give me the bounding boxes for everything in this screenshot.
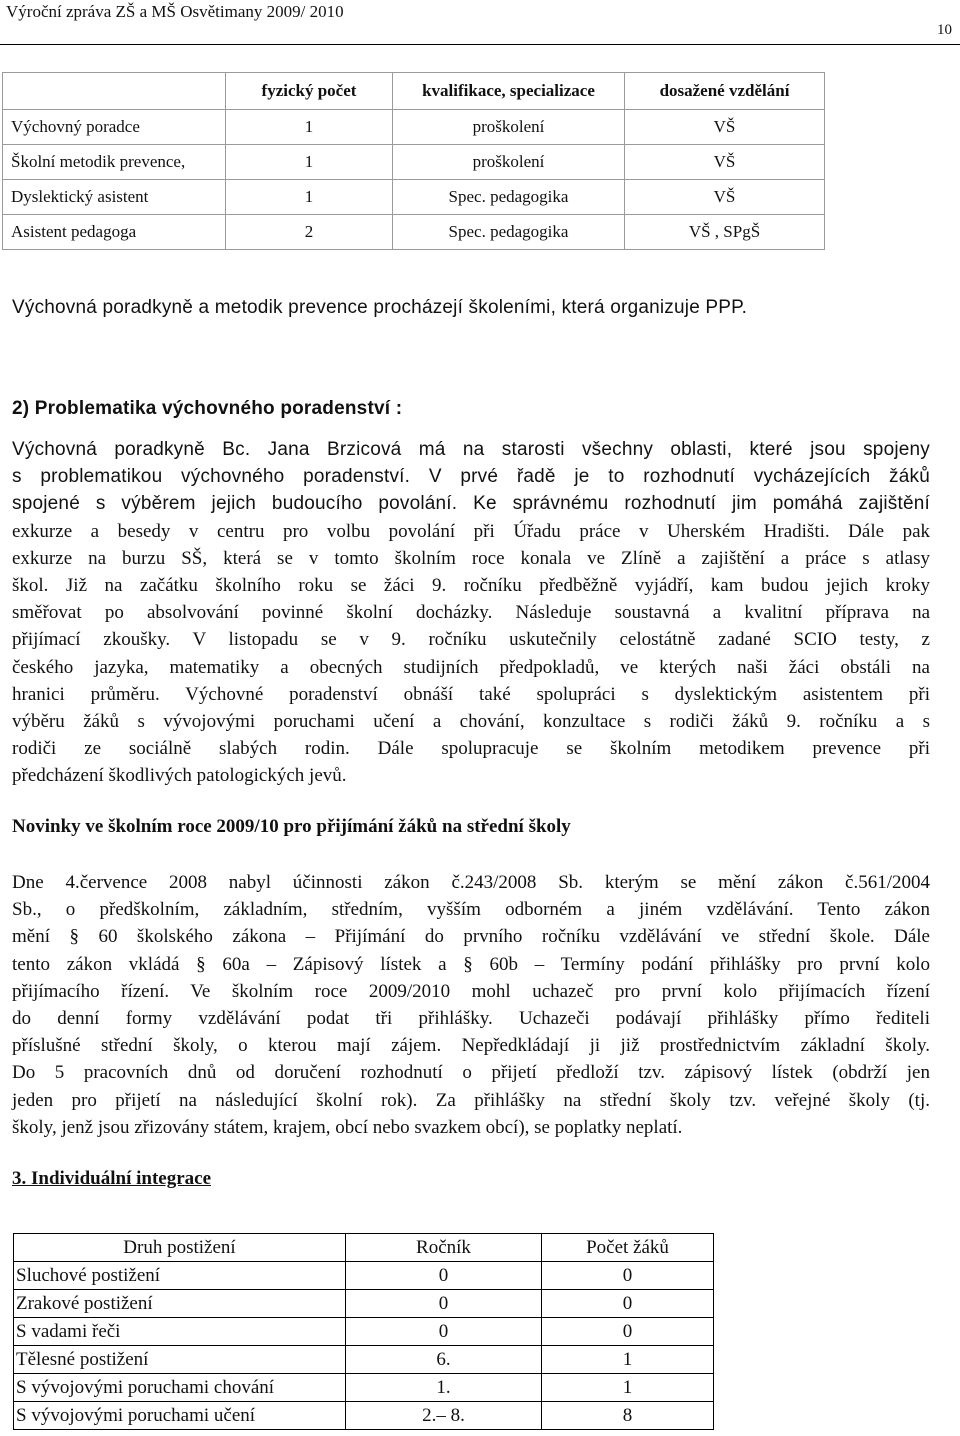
table-row <box>3 215 825 250</box>
table-row <box>14 1318 714 1346</box>
paragraph-line: směřovat po absolvování povinné školní docházky. Následuje soustavná a kvalitní příprava na <box>12 602 930 624</box>
section-2-body <box>12 436 930 790</box>
paragraph-line: jeden pro přijetí na následující školní rok). Za přihlášky na střední školy tzv. veřejné školy (tj. <box>12 1089 930 1111</box>
document-title: Výroční zpráva ZŠ a MŠ Osvětimany 2009/ 2010 <box>6 2 344 21</box>
table-cell: 2 <box>226 215 393 250</box>
paragraph-line: předcházení škodlivých patologických jevů. <box>12 765 347 787</box>
paragraph-line: výběru žáků s vývojovými poruchami učení a chování, konzultace s rodiči žáků 9. ročníku a s <box>12 711 930 733</box>
table-cell: Asistent pedagoga <box>3 215 226 250</box>
section-2-heading: 2) Problematika výchovného poradenství : <box>12 398 403 419</box>
table-cell: S vývojovými poruchami chování <box>14 1374 346 1402</box>
header-divider <box>0 44 960 45</box>
table-cell: 1 <box>542 1374 714 1402</box>
table-cell: 1. <box>346 1374 542 1402</box>
paragraph-line: českého jazyka, matematiky a obecných studijních předpokladů, ve kterých naši žáci obstáli na <box>12 656 930 678</box>
table-cell: Školní metodik prevence, <box>3 145 226 180</box>
training-paragraph: Výchovná poradkyně a metodik prevence procházejí školeními, která organizuje PPP. <box>12 297 748 318</box>
table-cell: 0 <box>542 1318 714 1346</box>
paragraph-line: rodiči ze sociálně slabých rodin. Dále spolupracuje se školním metodikem prevence při <box>12 738 930 760</box>
paragraph-line: mění § 60 školského zákona – Přijímání do prvního ročníku vzdělávání ve střední škole. Dále <box>12 926 930 948</box>
table-cell: Sluchové postižení <box>14 1262 346 1290</box>
paragraph-line: přijímacího řízení. Ve školním roce 2009/2010 mohl uchazeč pro první kolo přijímacích řízení <box>12 980 930 1002</box>
table-header-cell: kvalifikace, specializace <box>393 73 625 110</box>
paragraph-line: Sb., o předškolním, základním, středním, vyšším odborném a jiném vzdělávání. Tento zákon <box>12 899 930 921</box>
table-cell: VŠ <box>625 180 825 215</box>
table-header-cell <box>3 73 226 110</box>
section-3-heading: 3. Individuální integrace <box>12 1168 211 1189</box>
table-cell: VŠ <box>625 110 825 145</box>
table-cell: Spec. pedagogika <box>393 215 625 250</box>
table-cell: S vývojovými poruchami učení <box>14 1402 346 1430</box>
staff-table <box>2 72 825 250</box>
paragraph-line: příslušné střední školy, o kterou mají zájem. Nepředkládají ji již prostřednictvím základní školy. <box>12 1035 930 1057</box>
table-cell: proškolení <box>393 145 625 180</box>
table-row <box>14 1262 714 1290</box>
table-row <box>14 1290 714 1318</box>
table-cell: Tělesné postižení <box>14 1346 346 1374</box>
novinky-body <box>12 869 930 1141</box>
paragraph-line: hranici průměru. Výchovné poradenství obnáší také spolupráci s dyslektickým asistentem při <box>12 683 930 705</box>
table-cell: VŠ <box>625 145 825 180</box>
paragraph-line: exkurze a besedy v centru pro volbu povolání při Úřadu práce v Uherském Hradišti. Dále pak <box>12 520 930 542</box>
table-header-row <box>3 73 825 110</box>
table-cell: 0 <box>346 1262 542 1290</box>
table-cell: 1 <box>226 180 393 215</box>
table-cell: proškolení <box>393 110 625 145</box>
table-cell: 8 <box>542 1402 714 1430</box>
table-cell: 1 <box>542 1346 714 1374</box>
paragraph-line: Dne 4.července 2008 nabyl účinnosti zákon č.243/2008 Sb. kterým se mění zákon č.561/2004 <box>12 872 930 893</box>
table-cell: 0 <box>346 1318 542 1346</box>
table-cell: 6. <box>346 1346 542 1374</box>
table-cell: 0 <box>542 1290 714 1318</box>
table-cell: Zrakové postižení <box>14 1290 346 1318</box>
paragraph-line: Do 5 pracovních dnů od doručení rozhodnutí o přijetí předloží tzv. zápisový lístek (obdrží jen <box>12 1062 930 1084</box>
paragraph-line: s problematikou výchovného poradenství. V prvé řadě je to rozhodnutí vycházejících žáků <box>12 466 930 488</box>
paragraph-line: škol. Již na začátku školního roku se žáci 9. ročníku předběžně vyjádří, kam budou jejich kroky <box>12 575 930 597</box>
paragraph-line: tento zákon vkládá § 60a – Zápisový lístek a § 60b – Termíny podání přihlášky pro první kolo <box>12 953 930 975</box>
table-header-row <box>14 1234 714 1262</box>
table-cell: VŠ , SPgŠ <box>625 215 825 250</box>
table-row <box>3 180 825 215</box>
paragraph-line: Výchovná poradkyně Bc. Jana Brzicová má na starosti všechny oblasti, které jsou spojeny <box>12 439 930 460</box>
paragraph-line: přijímací zkoušky. V listopadu se v 9. ročníku uskutečnily celostátně zadané SCIO testy, z <box>12 629 930 651</box>
table-row <box>14 1402 714 1430</box>
table-cell: 0 <box>346 1290 542 1318</box>
table-header-cell: dosažené vzdělání <box>625 73 825 110</box>
table-cell: 1 <box>226 110 393 145</box>
table-cell: 1 <box>226 145 393 180</box>
page-header <box>0 0 960 46</box>
paragraph-line: do denní formy vzdělávání podat tři přihlášky. Uchazeči podávají přihlášky přímo řediteli <box>12 1008 930 1030</box>
table-header-cell: Počet žáků <box>542 1234 714 1262</box>
paragraph-line: školy, jenž jsou zřizovány státem, krajem, obcí nebo svazkem obcí), se poplatky neplatí. <box>12 1116 683 1138</box>
table-cell: S vadami řeči <box>14 1318 346 1346</box>
table-cell: Dyslektický asistent <box>3 180 226 215</box>
table-cell: 2.– 8. <box>346 1402 542 1430</box>
table-header-cell: fyzický počet <box>226 73 393 110</box>
table-row <box>3 145 825 180</box>
table-cell: Spec. pedagogika <box>393 180 625 215</box>
table-header-cell: Ročník <box>346 1234 542 1262</box>
integration-table <box>13 1233 714 1430</box>
table-cell: Výchovný poradce <box>3 110 226 145</box>
table-row <box>14 1374 714 1402</box>
table-cell: 0 <box>542 1262 714 1290</box>
table-header-cell: Druh postižení <box>14 1234 346 1262</box>
table-row <box>3 110 825 145</box>
novinky-heading: Novinky ve školním roce 2009/10 pro přijímání žáků na střední školy <box>12 816 571 837</box>
table-row <box>14 1346 714 1374</box>
paragraph-line: spojené s výběrem jejich budoucího povolání. Ke správnému rozhodnutí jim pomáhá zajištění <box>12 493 930 515</box>
page-number: 10 <box>937 22 952 38</box>
paragraph-line: exkurze na burzu SŠ, která se v tomto školním roce konala ve Zlíně a zajištění a práce s atlasy <box>12 547 930 569</box>
